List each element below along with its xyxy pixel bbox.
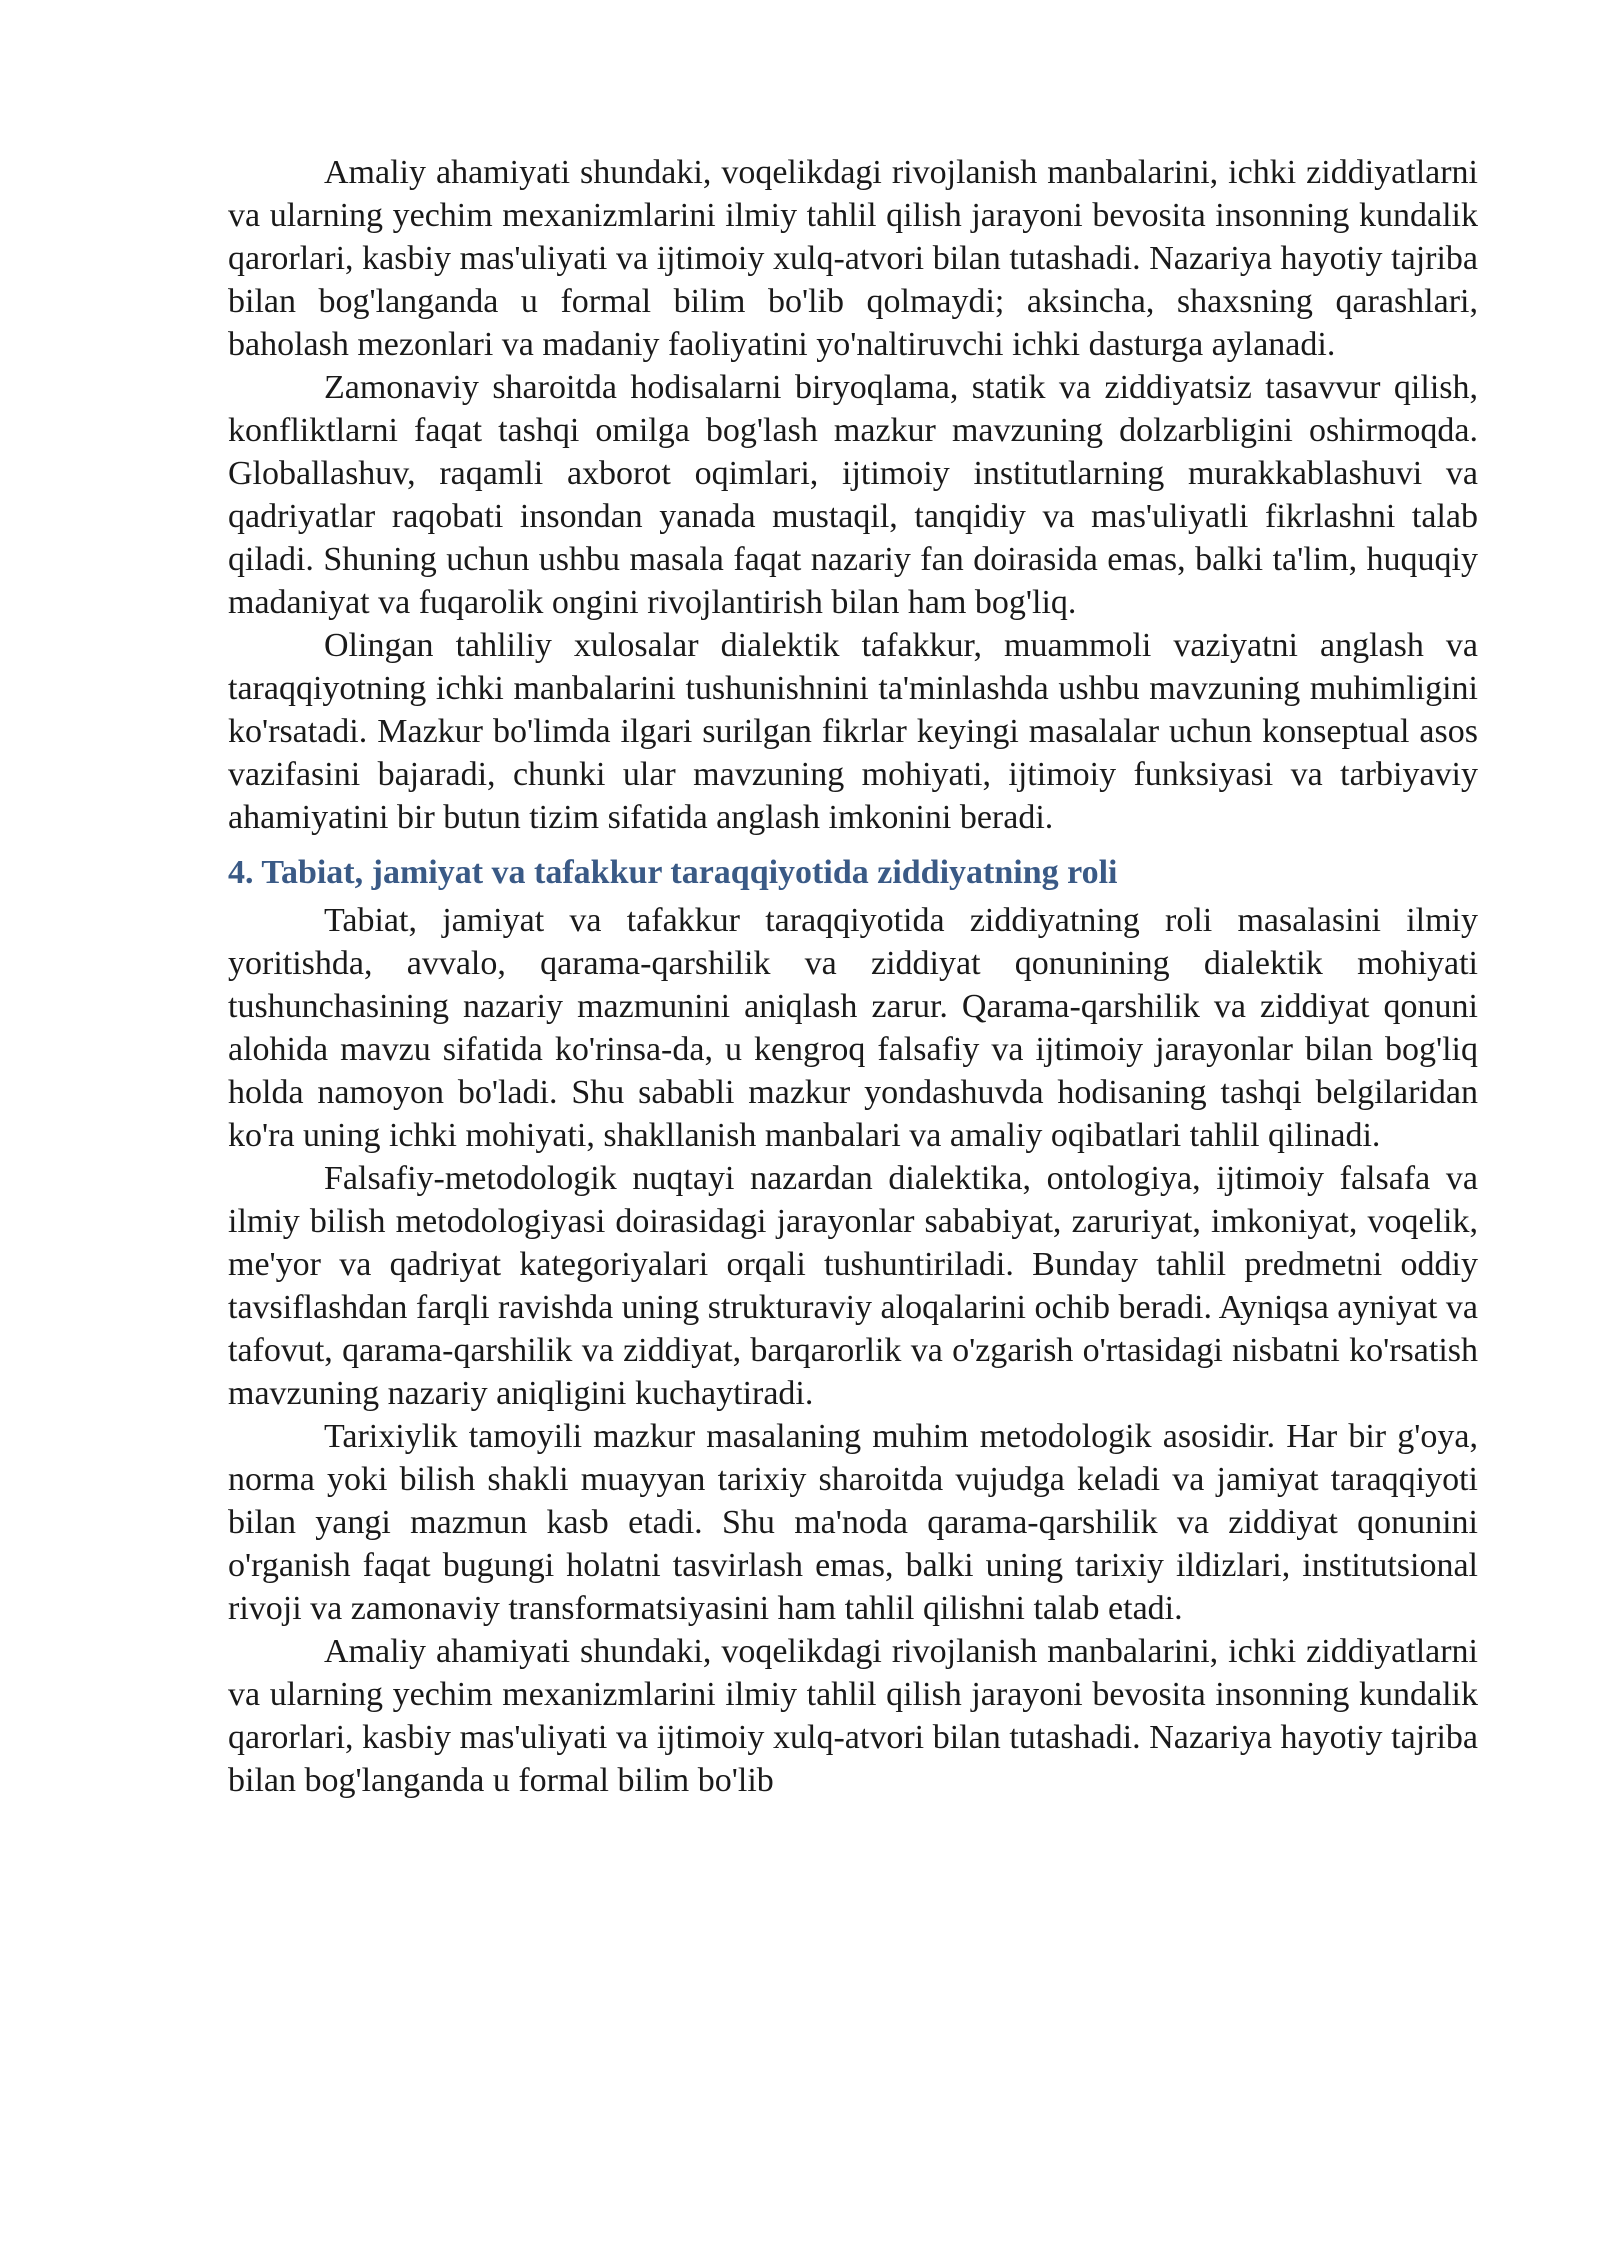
section-heading: 4. Tabiat, jamiyat va tafakkur taraqqiyotida ziddiyatning roli xyxy=(228,854,1118,891)
paragraph-section-intro: Tabiat, jamiyat va tafakkur taraqqiyotida ziddiyatning roli masalasini ilmiy yoritishda, avvalo, qarama-qarshilik va ziddiyat qonunining dialektik mohiyati tushunchasining nazariy mazmunini aniqlash zarur. Qarama-qarshilik va ziddiyat qonuni alohida mavzu sifatida ko'rinsa-da, u kengroq falsafiy va ijtimoiy jarayonlar bilan bog'liq holda namoyon bo'ladi. Shu sababli mazkur yondashuvda hodisaning tashqi belgilaridan ko'ra uning ichki mohiyati, shakllanish manbalari va amaliy oqibatlari tahlil qilinadi. xyxy=(228,902,1478,1154)
document-page xyxy=(228,151,1478,1802)
paragraph-methodology: Falsafiy-metodologik nuqtayi nazardan dialektika, ontologiya, ijtimoiy falsafa va ilmiy bilish metodologiyasi doirasidagi jarayonlar sababiyat, zaruriyat, imkoniyat, voqelik, me'yor va qadriyat kategoriyalari orqali tushuntiriladi. Bunday tahlil predmetni oddiy tavsiflashdan farqli ravishda uning strukturaviy aloqalarini ochib beradi. Ayniqsa ayniyat va tafovut, qarama-qarshilik va ziddiyat, barqarorlik va o'zgarish o'rtasidagi nisbatni ko'rsatish mavzuning nazariy aniqligini kuchaytiradi. xyxy=(228,1160,1478,1412)
paragraph-historicism: Tarixiylik tamoyili mazkur masalaning muhim metodologik asosidir. Har bir g'oya, norma yoki bilish shakli muayyan tarixiy sharoitda vujudga keladi va jamiyat taraqqiyoti bilan yangi mazmun kasb etadi. Shu ma'noda qarama-qarshilik va ziddiyat qonunini o'rganish faqat bugungi holatni tasvirlash emas, balki uning tarixiy ildizlari, institutsional rivoji va zamonaviy transformatsiyasini ham tahlil qilishni talab etadi. xyxy=(228,1418,1478,1627)
paragraph-practical-significance-repeat: Amaliy ahamiyati shundaki, voqelikdagi rivojlanish manbalarini, ichki ziddiyatlarni va ularning yechim mexanizmlarini ilmiy tahlil qilish jarayoni bevosita insonning kundalik qarorlari, kasbiy mas'uliyati va ijtimoiy xulq-atvori bilan tutashadi. Nazariya hayotiy tajriba bilan bog'langanda u formal bilim bo'lib xyxy=(228,1633,1478,1799)
paragraph-analytical-conclusions: Olingan tahliliy xulosalar dialektik tafakkur, muammoli vaziyatni anglash va taraqqiyotning ichki manbalarini tushunishnini ta'minlashda ushbu mavzuning muhimligini ko'rsatadi. Mazkur bo'limda ilgari surilgan fikrlar keyingi masalalar uchun konseptual asos vazifasini bajaradi, chunki ular mavzuning mohiyati, ijtimoiy funksiyasi va tarbiyaviy ahamiyatini bir butun tizim sifatida anglash imkonini beradi. xyxy=(228,627,1478,836)
paragraph-modern-relevance: Zamonaviy sharoitda hodisalarni biryoqlama, statik va ziddiyatsiz tasavvur qilish, konfliktlarni faqat tashqi omilga bog'lash mazkur mavzuning dolzarbligini oshirmoqda. Globallashuv, raqamli axborot oqimlari, ijtimoiy institutlarning murakkablashuvi va qadriyatlar raqobati insondan yanada mustaqil, tanqidiy va mas'uliyatli fikrlashni talab qiladi. Shuning uchun ushbu masala faqat nazariy fan doirasida emas, balki ta'lim, huquqiy madaniyat va fuqarolik ongini rivojlantirish bilan ham bog'liq. xyxy=(228,369,1478,621)
paragraph-practical-significance: Amaliy ahamiyati shundaki, voqelikdagi rivojlanish manbalarini, ichki ziddiyatlarni va ularning yechim mexanizmlarini ilmiy tahlil qilish jarayoni bevosita insonning kundalik qarorlari, kasbiy mas'uliyati va ijtimoiy xulq-atvori bilan tutashadi. Nazariya hayotiy tajriba bilan bog'langanda u formal bilim bo'lib qolmaydi; aksincha, shaxsning qarashlari, baholash mezonlari va madaniy faoliyatini yo'naltiruvchi ichki dasturga aylanadi. xyxy=(228,154,1478,363)
